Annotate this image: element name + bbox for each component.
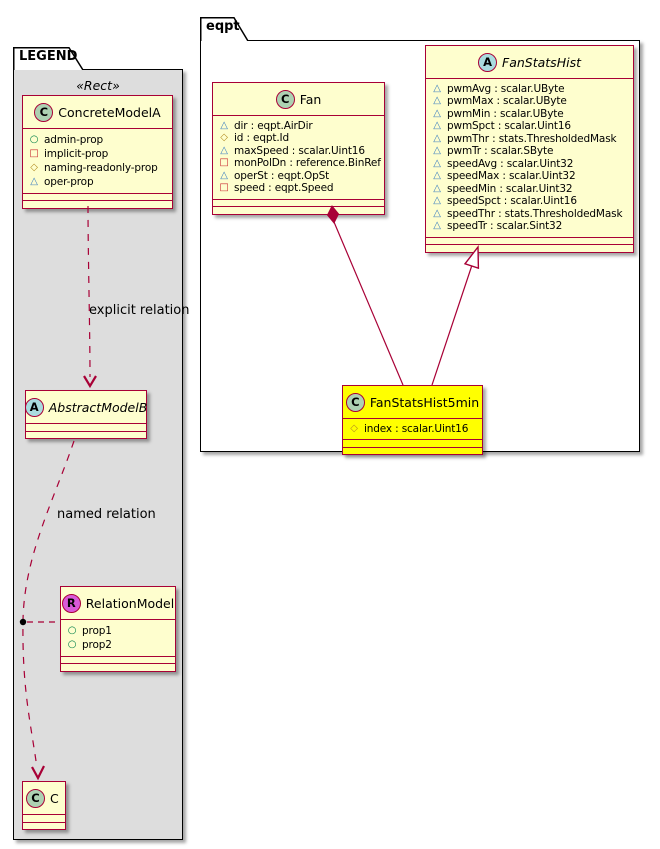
attribute-text: monPolDn : reference.BinRef [234,157,381,169]
attribute-row [431,145,628,158]
attribute-text: speedTr : scalar.Sint32 [447,220,563,232]
triangle-icon: △ [433,82,441,94]
explicit-relation-label: explicit relation [89,303,190,318]
attributes-compartment [23,128,172,193]
empty-compartment [23,822,65,830]
attribute-text: pwmMax : scalar.UByte [447,95,567,107]
attribute-row [218,182,379,195]
square-icon: □ [29,147,39,159]
empty-compartment [26,431,146,439]
attribute-text: speed : eqpt.Speed [234,182,334,194]
attribute-row [28,175,167,189]
diamond-icon: ◇ [220,132,228,144]
empty-compartment [343,439,482,447]
attribute-row [218,157,379,170]
attribute-row [218,120,379,133]
class-title [61,587,175,619]
attribute-row [431,133,628,146]
empty-compartment [213,206,384,214]
attribute-row [431,208,628,221]
class-letter-badge: C [276,90,295,109]
class-title [343,386,482,418]
square-icon: □ [219,182,229,194]
attribute-text: implicit-prop [44,147,109,160]
attribute-text: pwmThr : stats.ThresholdedMask [447,132,617,145]
triangle-icon: △ [433,207,441,219]
attribute-text: pwmSpct : scalar.Uint16 [447,120,571,132]
attribute-text: pwmMin : scalar.UByte [447,107,564,120]
triangle-icon: △ [433,170,441,182]
triangle-icon: △ [433,157,441,169]
triangle-icon: △ [220,169,228,181]
empty-compartment [61,663,175,671]
attribute-row [66,638,170,652]
class-title [213,83,384,115]
class-title [23,782,65,814]
attribute-row [431,195,628,208]
attribute-text: speedSpct : scalar.Uint16 [447,195,577,207]
empty-compartment [61,656,175,664]
attribute-row [431,220,628,233]
attribute-text: index : scalar.Uint16 [364,422,469,435]
attribute-text: speedMax : scalar.Uint32 [447,170,576,182]
class-c [22,781,66,830]
attribute-row [431,120,628,133]
triangle-icon: △ [433,145,441,157]
empty-compartment [343,447,482,455]
attribute-text: maxSpeed : scalar.Uint16 [234,144,365,157]
attribute-text: speedThr : stats.ThresholdedMask [447,207,623,220]
triangle-icon: △ [433,195,441,207]
empty-compartment [213,199,384,207]
attribute-row [218,145,379,158]
attribute-text: prop1 [82,624,112,637]
circle-icon: ○ [67,624,77,636]
attribute-text: speedMin : scalar.Uint32 [447,182,573,195]
attributes-compartment [426,78,633,237]
class-title [26,391,146,423]
legend-package-tab [13,47,87,70]
class-letter-badge: C [26,789,45,808]
class-fan-stats-hist [425,45,634,253]
attribute-text: id : eqpt.Id [234,132,290,144]
eqpt-package-tab [200,17,252,41]
empty-compartment [23,814,65,822]
attribute-row [218,170,379,183]
attribute-row [431,95,628,108]
eqpt-package-name: eqpt [206,19,240,34]
attribute-text: dir : eqpt.AirDir [234,119,313,132]
triangle-icon: △ [433,107,441,119]
attribute-text: naming-readonly-prop [44,161,158,174]
class-fan [212,82,385,215]
attribute-row [218,132,379,145]
attribute-row [66,624,170,638]
class-fan-stats-hist-5min [342,385,483,455]
diamond-icon: ◇ [30,161,38,173]
class-letter-badge: C [346,393,365,412]
rect-stereotype-label: «Rect» [76,78,120,93]
attributes-compartment [61,619,175,656]
class-abstract-model-b [25,390,147,439]
class-name: FanStatsHist5min [369,394,480,410]
attribute-row [431,183,628,196]
class-concrete-model-a [22,95,173,209]
triangle-icon: △ [220,119,228,131]
square-icon: □ [219,157,229,169]
empty-compartment [426,244,633,252]
attribute-row [431,158,628,171]
abstract-letter-badge: A [478,53,497,72]
attribute-text: operSt : eqpt.OpSt [234,169,330,182]
attribute-text: admin-prop [44,133,104,146]
attributes-compartment [213,115,384,199]
empty-compartment [26,423,146,431]
diamond-icon: ◇ [350,422,358,434]
class-name: RelationModel [85,595,175,611]
class-title [23,96,172,128]
attribute-text: speedAvg : scalar.Uint32 [447,157,574,170]
empty-compartment [23,193,172,201]
class-letter-badge: C [34,103,53,122]
attribute-row [28,133,167,147]
attribute-row [28,147,167,161]
legend-package-name: LEGEND [19,49,78,64]
relation-letter-badge: R [62,594,81,613]
triangle-icon: △ [30,175,38,187]
named-relation-label: named relation [57,507,156,522]
circle-icon: ○ [29,133,39,145]
attribute-row [431,170,628,183]
attribute-row [28,161,167,175]
triangle-icon: △ [433,132,441,144]
empty-compartment [23,200,172,208]
triangle-icon: △ [433,220,441,232]
empty-compartment [426,237,633,245]
triangle-icon: △ [433,120,441,132]
class-name: FanStatsHist [502,54,581,70]
attributes-compartment [343,418,482,439]
triangle-icon: △ [433,95,441,107]
attribute-row [348,423,477,436]
attribute-row [431,108,628,121]
class-name: ConcreteModelA [58,104,161,120]
triangle-icon: △ [220,144,228,156]
attribute-text: pwmTr : scalar.SByte [447,145,554,157]
triangle-icon: △ [433,182,441,194]
class-name: Fan [299,91,322,107]
attribute-text: pwmAvg : scalar.UByte [447,82,565,95]
attribute-text: oper-prop [44,175,94,188]
attribute-text: prop2 [82,638,112,651]
class-name: AbstractModelB [48,399,148,415]
class-title [426,46,633,78]
class-name: C [50,790,59,806]
class-relation-model [60,586,176,672]
circle-icon: ○ [67,638,77,650]
attribute-row [431,83,628,96]
abstract-letter-badge: A [25,398,44,417]
